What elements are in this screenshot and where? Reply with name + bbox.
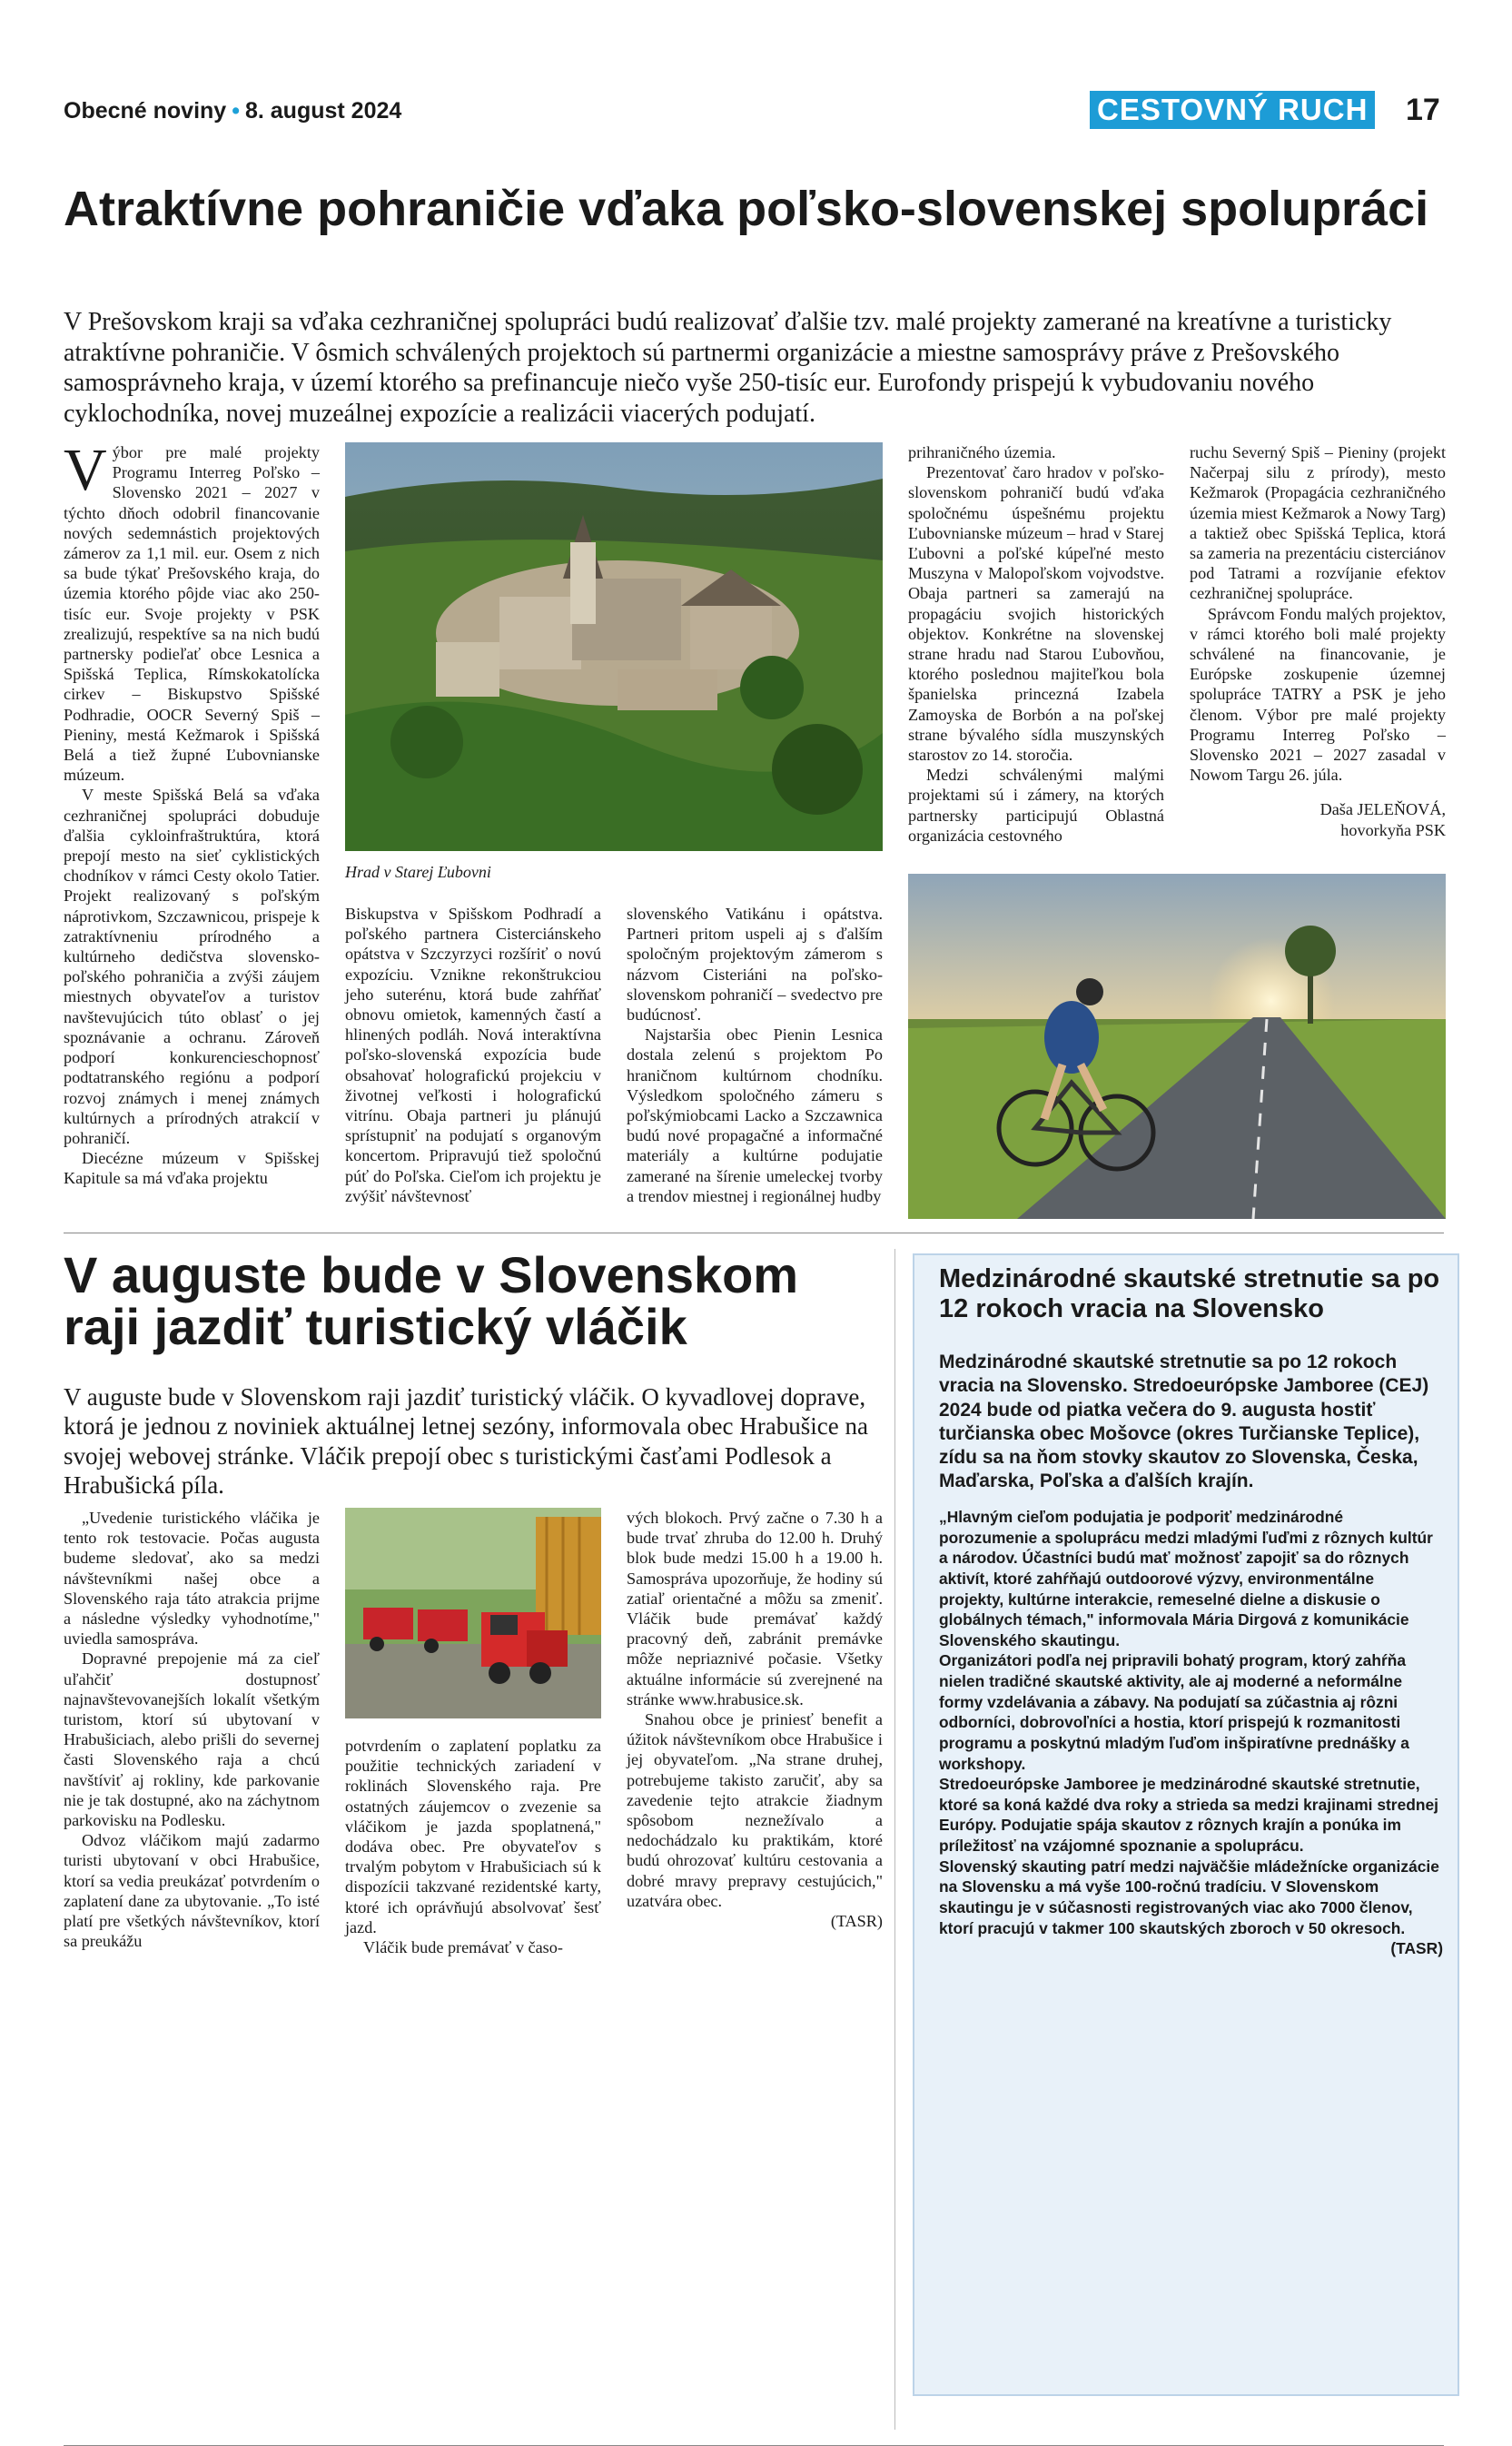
signature-role: hovorkyňa PSK [1340,820,1446,839]
castle-photo-caption: Hrad v Starej Ľubovni [345,863,491,881]
article1-column-3: slovenského Vatikánu i opátstva. Partneri pritom uspeli aj s ďalším spoločným projektovým zámerom s názvom Cisteriáni na poľsko-slovenskom pohraničí – svedectvo pre budúcnosť. Najstaršia obec Pienin Lesnica dostala zelenú s projektom Po hraničnom kultúrnom chodníku. Výsledkom spoločného zámeru s poľskýmiobcami Lacko a Szczawnica budú nové propagačné a informačné materiály a kultúrne podujatie zamerané na šírenie umeleckej tvorby a trendov miestnej i regionálnej hudby [627,905,883,1205]
article1-column-5: ruchu Severný Spiš – Pieniny (projekt Načerpaj silu z prírody), mesto Kežmarok (Propagácia cezhraničného územia miest Kežmarok a Nowy Targ) a taktiež obec Spišská Teplica, ktorá sa zameria na prezentáciu cisterciánov pod Tatrami a rozvíjanie efektov cezhraničnej spolupráce. Správcom Fondu malých projektov, v rámci ktorého boli malé projekty schválené na financovanie, je Európske zoskupenie územnej spolupráce TATRY a PSK je jeho členom. Výbor pre malé projekty Programu Interreg Poľsko – Slovensko 2021 – 2027 zasadal v Nowom Targu 26. júla. Daša JELEŇOVÁ, hovorkyňa PSK [1190,443,1446,839]
article2-column-2: potvrdením o zaplatení poplatku za použitie technických zariadení v roklinách Slovenského raja. Pre ostatných záujemcov o zvezenie sa vláčikom je jazda spoplatnená," dodáva obec. Pre obyvateľov s trvalým pobytom v Hrabušiciach sú k dispozícii takzvané rezidentské karty, ktoré ich oprávňujú absolvovať šesť jazd. Vláčik bude premávať v časo- [345,1737,601,1957]
page-number: 17 [1406,93,1440,127]
article1-title: Atraktívne pohraničie vďaka poľsko-slovenskej spolupráci [64,182,1429,236]
article1-column-1: Výbor pre malé projekty Programu Interreg Poľsko – Slovensko 2021 – 2027 v týchto dňoch odobril financovanie nových sedemnástich projektových zámerov za 1,1 mil. eur. Osem z nich sa bude týkať Prešovského kraja, do územia ktorého pôjde viac ako 250-tisíc eur. Svoje projekty v PSK zrealizujú, respektíve sa na nich budú partnersky podieľať obce Lesnica a Spišská Teplica, Rímskokatolícka cirkev – Biskupstvo Spišské Podhradie, OOCR Severný Spiš – Pieniny, mestá Kežmarok i Spišská Belá a tiež župné Ľubovnianske múzeum. V meste Spišská Belá sa vďaka cezhraničnej spolupráci dobuduje ďalšia cykloinfraštruktúra, ktorá prepojí mesto na sieť cyklistických chodníkov v rámci Cesty okolo Tatier. Projekt realizovaný s poľským náprotivkom, Szczawnicou, prispeje k zatraktívneniu prírodného a kultúrneho dedičstva slovensko-poľského pohraničia a zvýši záujem miestnych obyvateľov a turistov navštevujúcich túto oblasť o jej spoznávanie a ochranu. Zároveň podporí konkurencieschopnosť podtatranského regiónu a podporí rozvoj známych i menej známych kultúrnych a prírodných atrakcií v pohraničí. Diecézne múzeum v Spišskej Kapitule sa má vďaka projektu [64,437,320,1188]
article2-column-3: vých blokoch. Prvý začne o 7.30 h a bude trvať zhruba do 12.00 h. Druhý blok bude medzi 15.00 h a 19.00 h. Samospráva upozorňuje, že hodiny sú zatiaľ orientačné a môžu sa zmeniť. Vláčik bude premávať každý pracovný deň, zabránit premávke môže nepriaznivé počasie. Všetky aktuálne informácie sú zverejnené na stránke www.hrabusice.sk. Snahou obce je priniesť benefit a úžitok návštevníkom obce Hrabušice i jej obyvateľom. „Na strane druhej, potrebujeme takisto zaručiť, aby sa zavedenie tejto atrakcie žiadnym spôsobom neznežívalo a nedochádzalo ku praktikám, ktoré budú ohrozovať kultúru cestovania a dobré mravy prepravy cestujúcich," uzatvára obec. (TASR) [627,1509,883,1931]
box-source: (TASR) [1390,1939,1443,1958]
box-title: Medzinárodné skautské stretnutie sa po 12 rokoch vracia na Slovensko [939,1264,1440,1324]
issue-date: 8. august 2024 [244,98,402,124]
masthead [64,98,401,124]
bullet-icon: • [232,98,240,124]
box-lead: Medzinárodné skautské stretnutie sa po 12 rokoch vracia na Slovensko. Stredoeurópske Jamboree (CEJ) 2024 bude od piatka večera do 9. augusta hostiť turčianska obec Mošovce (okres Turčianske Teplice), zídu sa na ňom stovky skautov zo Slovenska, Česka, Maďarska, Poľska a ďalších krajín. [939,1352,1429,1492]
box-body: „Hlavným cieľom podujatia je podporiť medzinárodné porozumenie a spoluprácu medzi mladými ľuďmi z rôznych kultúr a národov. Účastníci budú mať možnosť zapojiť sa do rôznych aktivít, ktoré zahŕňajú outdoorové výzvy, environmentálne projekty, kultúrne interakcie, remeselné dielne a diskusie o globálnych témach," informovala Mária Dirgová z komunikácie Slovenského skautingu. Organizátori podľa nej pripravili bohatý program, ktorý zahŕňa nielen tradičné skautské aktivity, ale aj moderné a neformálne formy vzdelávania a zábavy. Na podujatí sa zúčastnia aj rôzni odborníci, dobrovoľníci a hostia, ktorí prispejú k rozmanitosti programu a poskytnú mladým ľuďom inšpiratívne prednášky a workshopy. Stredoeurópske Jamboree je medzinárodné skautské stretnutie, ktoré sa koná každé dva roky a strieda sa medzi krajinami strednej Európy. Podujatie spája skautov z rôznych krajín a ponúka im príležitosť na vzájomné spoznanie a spoluprácu. Slovenský skauting patrí medzi najväčšie mládežnícke organizácie na Slovensku a má vyše 100-ročnú tradíciu. V Slovenskom skautingu je v súčasnosti registrovaných viac ako 7000 členov, ktorí pracujú v takmer 100 skautských zboroch v 50 okresoch. (TASR) [939,1508,1443,1958]
drop-cap: V [64,437,107,503]
paper-name: Obecné noviny [64,98,227,124]
article2-source: (TASR) [830,1912,883,1931]
article2-column-1: „Uvedenie turistického vláčika je tento rok testovacie. Počas augusta budeme sledovať, ako sa medzi návštevníkmi našej obce a Slovenského raja táto atrakcia prijme a následne výsledky vyhodnotíme," uviedla samospráva. Dopravné prepojenie má za cieľ uľahčiť dostupnosť najnavštevovanejších lokalít všetkým turistom, ktorí sú ubytovaní v Hrabušiciach, alebo prišli do severnej časti Slovenského raja a chcú navštíviť aj rokliny, kde parkovanie nie je tak dostupné, ako na záchytnom parkovisku na Podlesku. Odvoz vláčikom majú zadarmo turisti ubytovaní v obci Hrabušice, ktorí sa vedia preukázať potvrdením o zaplatení dane za ubytovanie. „To isté platí pre všetkých návštevníkov, ktorí sa preukážu [64,1509,320,1951]
article1-lead: V Prešovskom kraji sa vďaka cezhraničnej spolupráci budú realizovať ďalšie tzv. malé projekty zamerané na kreatívne a turisticky atraktívne pohraničie. V ôsmich schválených projektoch sú partnermi organizácie a miestne samosprávy práve z Prešovského samosprávneho kraja, v území ktorého sa prefinancuje niečo vyše 250-tisíc eur. Eurofondy prispejú k vybudovaniu nového cyklochodníka, novej muzeálnej expozície a realizácii viacerých podujatí. [64,308,1392,428]
section-label: CESTOVNÝ RUCH [1090,91,1375,129]
cyclist-photo [908,874,1446,1219]
train-photo [345,1508,601,1718]
article1-column-2: Biskupstva v Spišskom Podhradí a poľského partnera Cisterciánskeho opátstva v Szczyrzyci rozšíriť o novú expozíciu. Vznikne rekonštrukciou jeho suterénu, ktorá bude zahŕňať obnovu omietok, kamenných častí a hlinených podláh. Nová interaktívna poľsko-slovenská expozícia bude obsahovať holografickú projekciu v životnej veľkosti i holografickú vitrínu. Obaja partneri ju plánujú sprístupniť na podujatí s organovým koncertom. Pripravujú tiež spoločnú púť do Poľska. Cieľom ich projektu je zvýšiť návštevnosť [345,905,601,1205]
signature-name: Daša JELEŇOVÁ, [1319,800,1446,819]
article2-lead: V auguste bude v Slovenskom raji jazdiť turistický vláčik. O kyvadlovej doprave, ktorá je jednou z noviniek aktuálnej letnej sezóny, informovala obec Hrabušice na svojej webovej stránke. Vláčik prepojí obec s turistickými časťami Podlesok a Hrabušická píla. [64,1383,868,1500]
column-divider [894,1249,895,2430]
article2-title: V auguste bude v Slovenskom raji jazdiť turistický vláčik [64,1246,799,1356]
article1-column-4: prihraničného územia. Prezentovať čaro hradov v poľsko-slovenskom pohraničí budú vďaka spoločnému úspešnému projektu Ľubovnianske múzeum – hrad v Starej Ľubovni a poľské kúpeľné mesto Muszyna v Malopoľskom vojvodstve. Obaja partneri sa zamerajú na propagáciu svojich historických objektov. Konkrétne na slovenskej strane hradu nad Starou Ľubovňou, ktorého poslednou majiteľkou bola španielska princezná Izabela Zamoyska de Borbón a na poľskej strane bývalého sídla muszynských starostov zo 14. storočia. Medzi schválenými malými projektami sú i zámery, na ktorých partnersky participujú Oblastná organizácia cestovného [908,443,1164,845]
castle-photo [345,442,883,851]
